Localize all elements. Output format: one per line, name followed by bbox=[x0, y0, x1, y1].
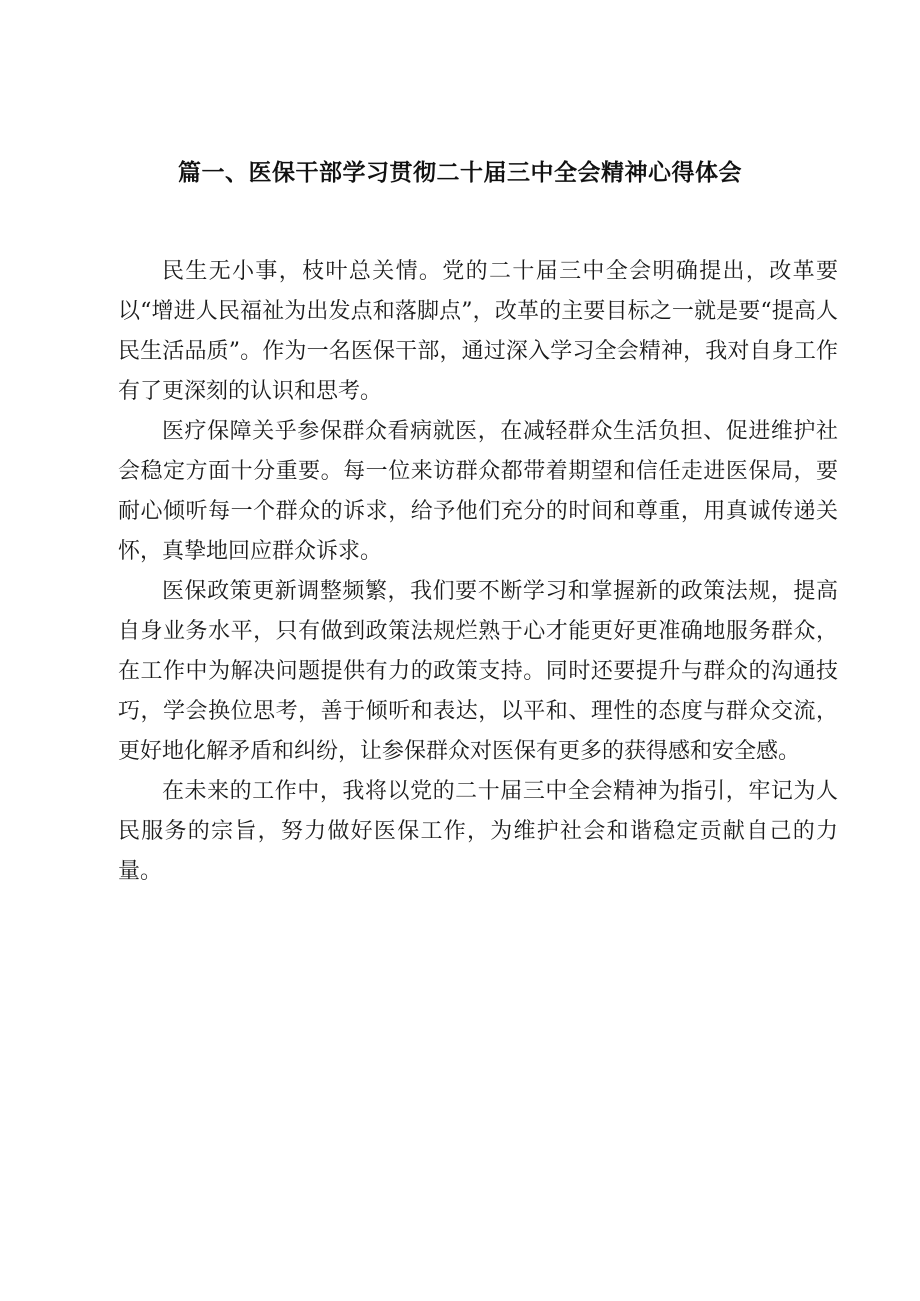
paragraph-2: 医疗保障关乎参保群众看病就医，在减轻群众生活负担、促进维护社会稳定方面十分重要。每一位来访群众都带着期望和信任走进医保局，要耐心倾听每一个群众的诉求，给予他们充分的时间和尊重，用真诚传递关怀，真挚地回应群众诉求。 bbox=[118, 419, 838, 564]
paragraph-3: 医保政策更新调整频繁，我们要不断学习和掌握新的政策法规，提高自身业务水平，只有做到政策法规烂熟于心才能更好更准确地服务群众，在工作中为解决问题提供有力的政策支持。同时还要提升与群众的沟通技巧，学会换位思考，善于倾听和表达，以平和、理性的态度与群众交流，更好地化解矛盾和纠纷，让参保群众对医保有更多的获得感和安全感。 bbox=[118, 579, 838, 764]
paragraph-1: 民生无小事，枝叶总关情。党的二十届三中全会明确提出，改革要以“增进人民福祉为出发点和落脚点”，改革的主要目标之一就是要“提高人民生活品质”。作为一名医保干部，通过深入学习全会精神，我对自身工作有了更深刻的认识和思考。 bbox=[118, 259, 838, 404]
document-title: 篇一、医保干部学习贯彻二十届三中全会精神心得体会 bbox=[178, 159, 742, 186]
document-body bbox=[118, 252, 838, 892]
paragraph-4: 在未来的工作中，我将以党的二十届三中全会精神为指引，牢记为人民服务的宗旨，努力做好医保工作，为维护社会和谐稳定贡献自己的力量。 bbox=[118, 779, 838, 884]
